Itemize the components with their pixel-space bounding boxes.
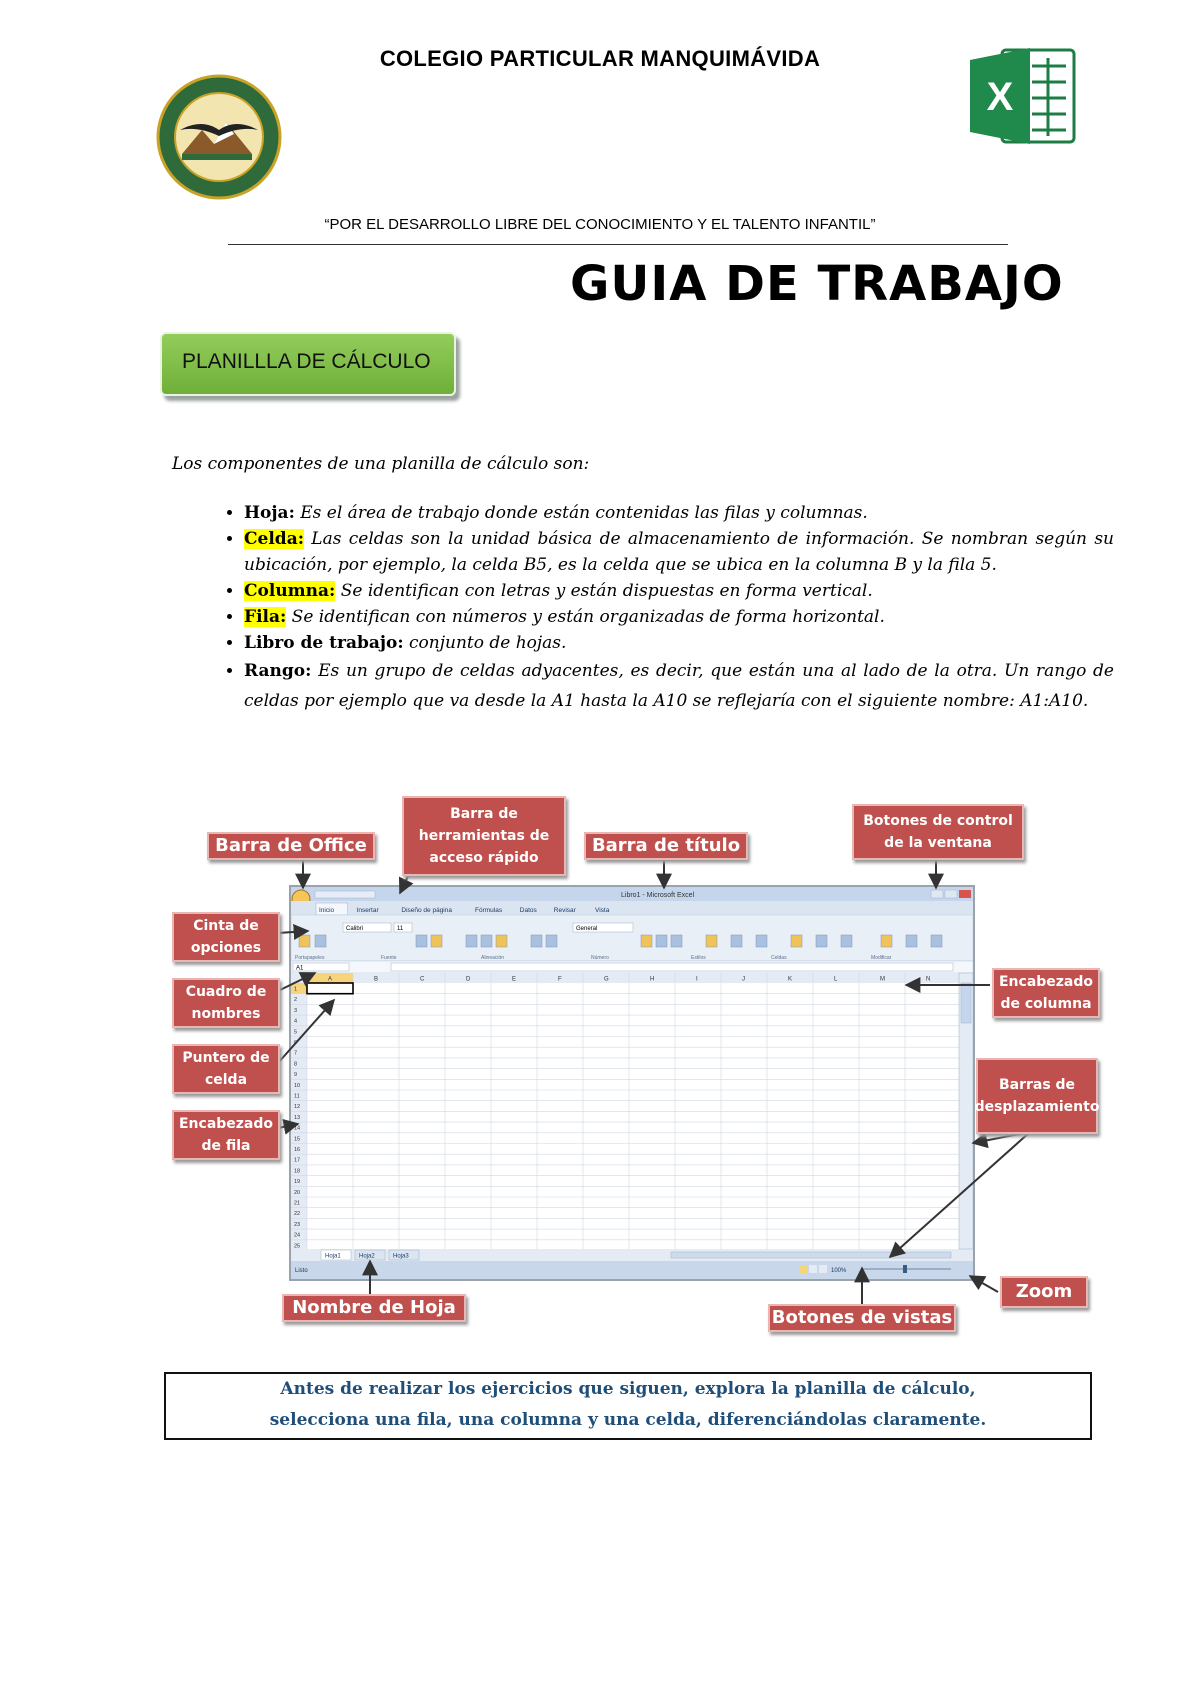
column-header: H	[650, 976, 655, 983]
term: Hoja:	[244, 503, 295, 523]
excel-window-title: Libro1 - Microsoft Excel	[621, 892, 695, 899]
ribbon-group-label: Modificar	[871, 955, 892, 961]
row-header: 15	[294, 1136, 301, 1143]
cell-pointer	[307, 983, 353, 994]
svg-text:100%: 100%	[831, 1268, 847, 1274]
callout-puntero-celda: Puntero de celda	[172, 1044, 280, 1094]
term: Libro de trabajo:	[244, 633, 404, 653]
term: Rango:	[244, 661, 312, 681]
definition: Se identifican con números y están organizadas de forma horizontal.	[286, 607, 885, 627]
row-header: 18	[294, 1168, 301, 1175]
row-header: 19	[294, 1179, 301, 1186]
definition: Es el área de trabajo donde están contenidas las filas y columnas.	[294, 503, 868, 523]
ribbon-group-label: Fuente	[381, 955, 397, 961]
callout-zoom: Zoom	[1000, 1276, 1088, 1308]
term: Fila:	[244, 607, 287, 627]
callout-botones-vistas: Botones de vistas	[768, 1304, 956, 1332]
section-badge	[160, 332, 456, 396]
sheet-tab: Hoja1	[325, 1253, 341, 1260]
list-item	[244, 604, 1114, 630]
definition: Es un grupo de celdas adyacentes, es decir, que están una al lado de la otra. Un rango de celdas por ejemplo que va desde la A1 hasta la A10 se reflejaría con el siguiente nombre: A1:A10.	[244, 661, 1114, 711]
callout-cinta-opciones: Cinta de opciones	[172, 912, 280, 962]
components-list	[208, 500, 1114, 716]
column-header: D	[466, 976, 471, 983]
ribbon-group-label: Portapapeles	[295, 955, 325, 961]
section-badge-label: PLANILLLA DE CÁLCULO	[182, 350, 431, 373]
intro-text: Los componentes de una planilla de cálculo son:	[172, 454, 590, 474]
row-header: 16	[294, 1147, 301, 1153]
definition: conjunto de hojas.	[403, 633, 567, 653]
row-header: 5	[294, 1029, 298, 1036]
column-header: A	[328, 976, 333, 983]
column-header: N	[926, 976, 931, 983]
header-divider	[228, 244, 1008, 245]
column-header: B	[374, 976, 379, 983]
instruction-box	[164, 1372, 1092, 1440]
list-item	[244, 656, 1114, 716]
row-header: 3	[294, 1007, 298, 1014]
callout-nombre-hoja: Nombre de Hoja	[282, 1294, 466, 1322]
column-header: C	[420, 976, 425, 983]
excel-logo-icon	[966, 44, 1078, 148]
row-header: 12	[294, 1104, 301, 1111]
list-item	[244, 578, 1114, 604]
excel-tab: Vista	[595, 907, 610, 914]
row-header: 17	[294, 1157, 301, 1164]
motto: “POR EL DESARROLLO LIBRE DEL CONOCIMIENTO Y EL TALENTO INFANTIL”	[324, 216, 876, 233]
column-header: I	[696, 976, 698, 983]
callout-barras-desplazamiento: Barras de desplazamiento	[976, 1058, 1098, 1134]
callout-encabezado-fila: Encabezado de fila	[172, 1110, 280, 1160]
list-item	[244, 500, 1114, 526]
row-header: 22	[294, 1211, 301, 1218]
excel-tab: Insertar	[356, 907, 379, 914]
school-name: COLEGIO PARTICULAR MANQUIMÁVIDA	[379, 46, 821, 71]
excel-tab: Inicio	[319, 907, 335, 914]
definition: Se identifican con letras y están dispuestas en forma vertical.	[335, 581, 873, 601]
excel-screenshot	[289, 885, 975, 1281]
callout-encabezado-columna: Encabezado de columna	[992, 968, 1100, 1018]
sheet-tab: Hoja3	[393, 1253, 409, 1260]
callout-botones-control: Botones de control de la ventana	[852, 804, 1024, 860]
instruction-line-1: Antes de realizar los ejercicios que siguen, explora la planilla de cálculo,	[280, 1379, 976, 1399]
row-header: 21	[294, 1200, 301, 1207]
excel-tab: Fórmulas	[475, 907, 503, 914]
excel-tab: Revisar	[553, 907, 576, 914]
sheet-tab: Hoja2	[359, 1253, 375, 1260]
column-header: K	[788, 976, 793, 983]
callout-barra-titulo: Barra de título	[584, 832, 748, 860]
list-item	[244, 630, 1114, 656]
term: Columna:	[244, 581, 336, 601]
school-logo-icon	[156, 74, 282, 200]
name-box: A1	[296, 965, 304, 972]
row-header: 9	[294, 1072, 298, 1079]
row-header: 8	[294, 1061, 298, 1068]
callout-barra-herramientas: Barra de herramientas de acceso rápido	[402, 796, 566, 876]
term: Celda:	[244, 529, 304, 549]
row-header: 24	[294, 1232, 301, 1239]
column-header: M	[880, 976, 885, 983]
row-header: 13	[294, 1114, 301, 1121]
callout-barra-office: Barra de Office	[207, 832, 375, 860]
definition: Las celdas son la unidad básica de almacenamiento de información. Se nombran según su ubicación, por ejemplo, la celda B5, es la celda que se ubica en la columna B y la fila 5.	[244, 529, 1114, 575]
row-header: 14	[294, 1125, 301, 1132]
row-header: 23	[294, 1221, 301, 1228]
svg-text:General: General	[576, 926, 598, 932]
svg-text:Calibri: Calibri	[346, 926, 364, 932]
ribbon-group-label: Alineación	[481, 955, 505, 961]
svg-text:11: 11	[397, 926, 404, 932]
svg-text:Listo: Listo	[295, 1268, 308, 1274]
column-header: F	[558, 976, 562, 983]
excel-tab: Datos	[519, 907, 537, 914]
excel-letter: X	[986, 75, 1014, 119]
document-title: GUIA DE TRABAJO	[570, 256, 1064, 312]
row-header: 4	[294, 1018, 298, 1025]
row-header: 6	[294, 1040, 298, 1046]
row-header: 11	[294, 1093, 300, 1100]
row-header: 1	[294, 986, 298, 993]
callout-cuadro-nombres: Cuadro de nombres	[172, 978, 280, 1028]
ribbon-group-label: Celdas	[771, 955, 787, 961]
row-header: 2	[294, 997, 298, 1004]
ribbon-group-label: Estilos	[691, 955, 706, 961]
row-header: 25	[294, 1243, 301, 1250]
column-header: J	[742, 976, 745, 983]
column-header: L	[834, 976, 838, 983]
row-header: 10	[294, 1082, 301, 1089]
row-header: 7	[294, 1050, 298, 1057]
column-header: E	[512, 976, 517, 983]
row-header: 20	[294, 1189, 301, 1196]
excel-tab: Diseño de página	[401, 907, 453, 914]
column-header: G	[604, 976, 609, 983]
ribbon-group-label: Número	[591, 955, 609, 961]
list-item	[244, 526, 1114, 578]
instruction-line-2: selecciona una fila, una columna y una celda, diferenciándolas claramente.	[269, 1410, 987, 1430]
